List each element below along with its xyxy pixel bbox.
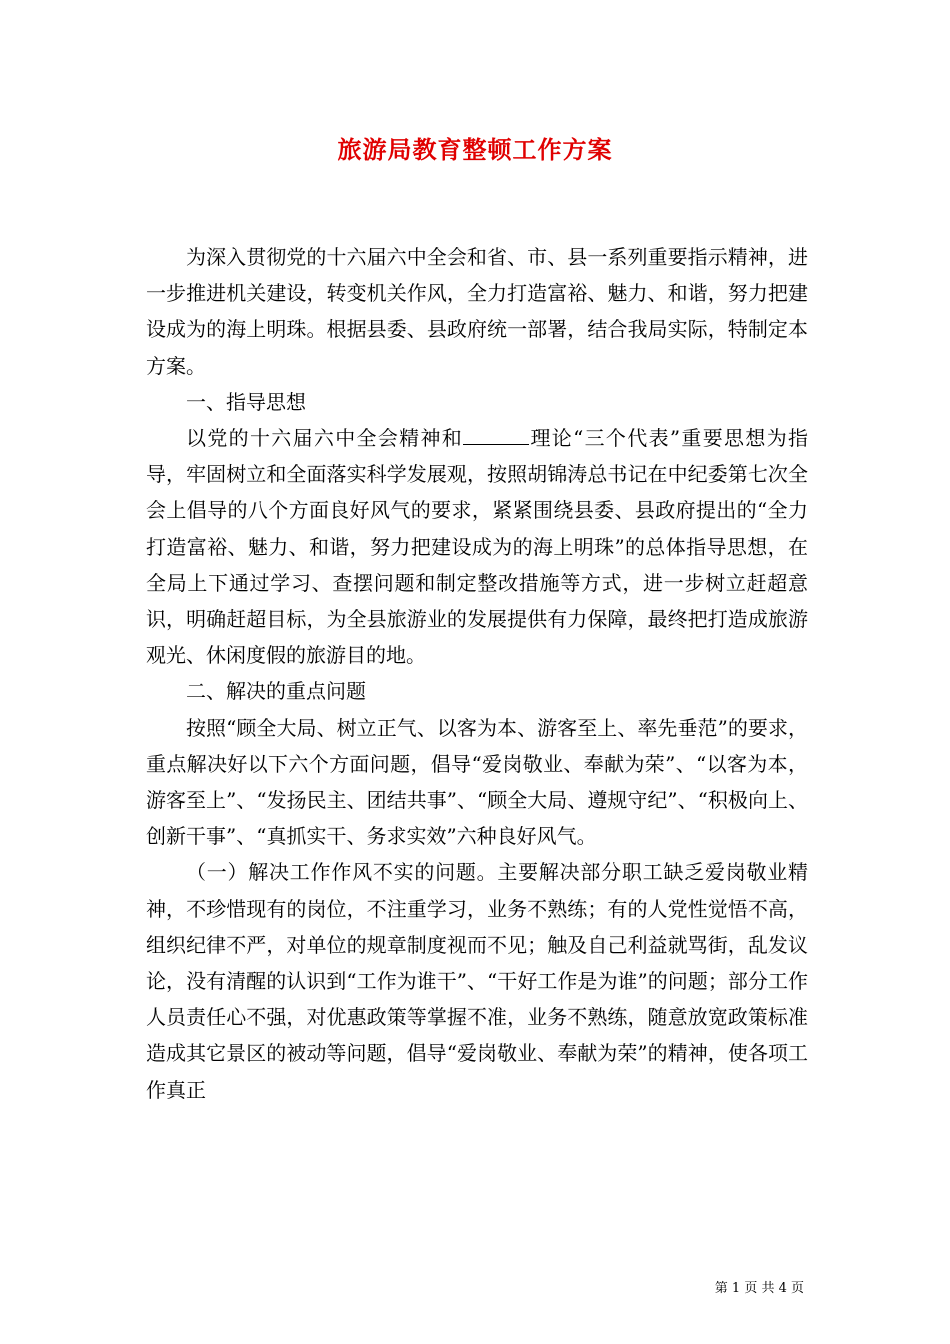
fill-in-blank [463,422,529,445]
section1-heading: 一、指导思想 [186,389,306,414]
page-number: 第 1 页 共 4 页 [714,1281,804,1296]
document-body [146,239,808,1108]
section1-text-part1: 以党的十六届六中全会精神和 [186,426,464,451]
section1-text-part2: 理论“三个代表”重要思想为指导，牢固树立和全面落实科学发展观，按照胡锦涛总书记在中纪委第七次全会上倡导的八个方面良好风气的要求，紧紧围绕县委、县政府提出的“全力打造富裕、魅力、和谐，努力把建设成为的海上明珠”的总体指导思想，在全局上下通过学习、查摆问题和制定整改措施等方式，进一步树立赶超意识，明确赶超目标，为全县旅游业的发展提供有力保障，最终把打造成旅游观光、休闲度假的旅游目的地。 [146,426,809,668]
subsection1-paragraph: （一）解决工作作风不实的问题。主要解决部分职工缺乏爱岗敬业精神，不珍惜现有的岗位，不注重学习，业务不熟练；有的人党性觉悟不高，组织纪律不严，对单位的规章制度视而不见；触及自己利益就骂街，乱发议论，没有清醒的认识到“工作为谁干”、“干好工作是为谁”的问题；部分工作人员责任心不强，对优惠政策等掌握不准，业务不熟练，随意放宽政策标准造成其它景区的被动等问题，倡导“爱岗敬业、奉献为荣”的精神，使各项工作真正 [146,860,808,1102]
section2-heading: 二、解决的重点问题 [186,679,366,704]
section2-paragraph: 按照“顾全大局、树立正气、以客为本、游客至上、率先垂范”的要求，重点解决好以下六个方面问题，倡导“爱岗敬业、奉献为荣”、“以客为本，游客至上”、“发扬民主、团结共事”、“顾全大局、遵规守纪”、“积极向上、创新干事”、“真抓实干、务求实效”六种良好风气。 [146,715,808,849]
document-title: 旅游局教育整顿工作方案 [337,135,613,164]
intro-paragraph: 为深入贯彻党的十六届六中全会和省、市、县一系列重要指示精神，进一步推进机关建设，转变机关作风，全力打造富裕、魅力、和谐，努力把建设成为的海上明珠。根据县委、县政府统一部署，结合我局实际，特制定本方案。 [146,245,808,378]
section1-paragraph [146,420,808,673]
